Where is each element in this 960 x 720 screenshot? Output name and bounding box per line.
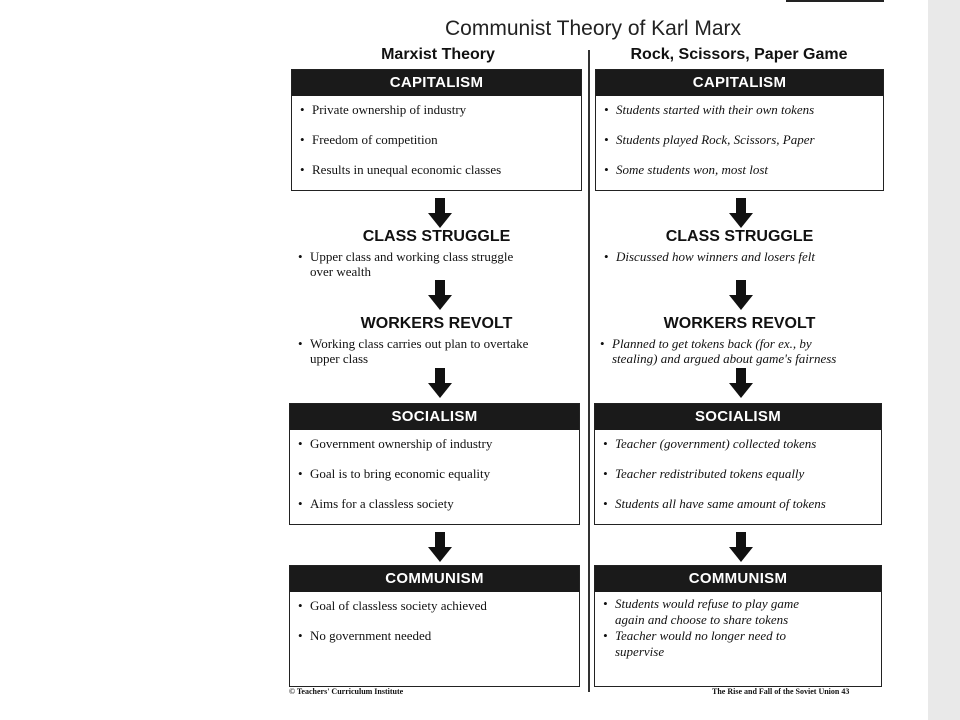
left-workers-revolt-title: WORKERS REVOLT (360, 315, 513, 332)
left-column-heading: Marxist Theory (381, 46, 495, 63)
text-line: Working class carries out plan to overtake (310, 336, 529, 351)
list-item: • Private ownership of industry (300, 102, 581, 118)
list-item: • Teacher (government) collected tokens (603, 436, 881, 452)
list-item: • Students played Rock, Scissors, Paper (604, 132, 883, 148)
down-arrow-icon (428, 368, 452, 398)
down-arrow-icon (729, 532, 753, 562)
right-communism-header: COMMUNISM (595, 566, 881, 592)
down-arrow-icon (729, 368, 753, 398)
text-line: Planned to get tokens back (for ex., by (612, 336, 812, 351)
left-class-struggle-title: CLASS STRUGGLE (362, 228, 511, 245)
left-socialism-box (289, 403, 580, 525)
text-line: stealing) and argued about game's fairness (612, 351, 837, 366)
right-workers-revolt-title: WORKERS REVOLT (663, 315, 816, 332)
text-line: over wealth (310, 264, 372, 279)
list-item: • No government needed (298, 628, 579, 644)
list-item-continuation (603, 612, 881, 628)
text-line: upper class (310, 351, 369, 366)
left-workers-revolt-text: • Working class carries out plan to overtake upper class (298, 336, 588, 366)
left-socialism-header: SOCIALISM (290, 404, 579, 430)
top-rule (786, 0, 884, 2)
left-capitalism-box (291, 69, 582, 191)
text-line: Upper class and working class struggle (310, 249, 514, 264)
right-capitalism-header: CAPITALISM (596, 70, 883, 96)
list-item: • Students would refuse to play game (603, 596, 881, 612)
down-arrow-icon (428, 532, 452, 562)
list-item: • Teacher would no longer need to (603, 628, 881, 644)
down-arrow-icon (729, 198, 753, 228)
column-divider (588, 50, 590, 692)
page-footer: The Rise and Fall of the Soviet Union 43 (712, 687, 850, 696)
right-class-struggle-title: CLASS STRUGGLE (665, 228, 814, 245)
page-title: Communist Theory of Karl Marx (444, 17, 742, 40)
left-capitalism-header: CAPITALISM (292, 70, 581, 96)
text-line: Discussed how winners and losers felt (616, 249, 815, 264)
list-item: • Goal of classless society achieved (298, 598, 579, 614)
list-item: • Aims for a classless society (298, 496, 579, 512)
list-item: • Government ownership of industry (298, 436, 579, 452)
left-communism-box (289, 565, 580, 687)
list-item-continuation (603, 644, 881, 660)
list-item: • Results in unequal economic classes (300, 162, 581, 178)
left-margin (0, 0, 258, 720)
down-arrow-icon (428, 280, 452, 310)
down-arrow-icon (428, 198, 452, 228)
text-line: supervise (615, 644, 665, 659)
right-socialism-header: SOCIALISM (595, 404, 881, 430)
list-item: • Freedom of competition (300, 132, 581, 148)
list-item: • Teacher redistributed tokens equally (603, 466, 881, 482)
right-communism-box (594, 565, 882, 687)
list-item: • Some students won, most lost (604, 162, 883, 178)
copyright-footer: © Teachers' Curriculum Institute (289, 687, 404, 696)
text-line: again and choose to share tokens (615, 612, 789, 627)
right-workers-revolt-text: • Planned to get tokens back (for ex., by stealing) and argued about game's fairness (600, 336, 890, 366)
right-margin (928, 0, 960, 720)
left-class-struggle-text: • Upper class and working class struggle over wealth (298, 249, 588, 279)
list-item: • Students all have same amount of tokens (603, 496, 881, 512)
right-class-struggle-text: • Discussed how winners and losers felt (604, 249, 888, 264)
right-capitalism-box (595, 69, 884, 191)
right-column-heading: Rock, Scissors, Paper Game (630, 46, 848, 63)
right-socialism-box (594, 403, 882, 525)
left-communism-header: COMMUNISM (290, 566, 579, 592)
list-item: • Goal is to bring economic equality (298, 466, 579, 482)
list-item: • Students started with their own tokens (604, 102, 883, 118)
down-arrow-icon (729, 280, 753, 310)
